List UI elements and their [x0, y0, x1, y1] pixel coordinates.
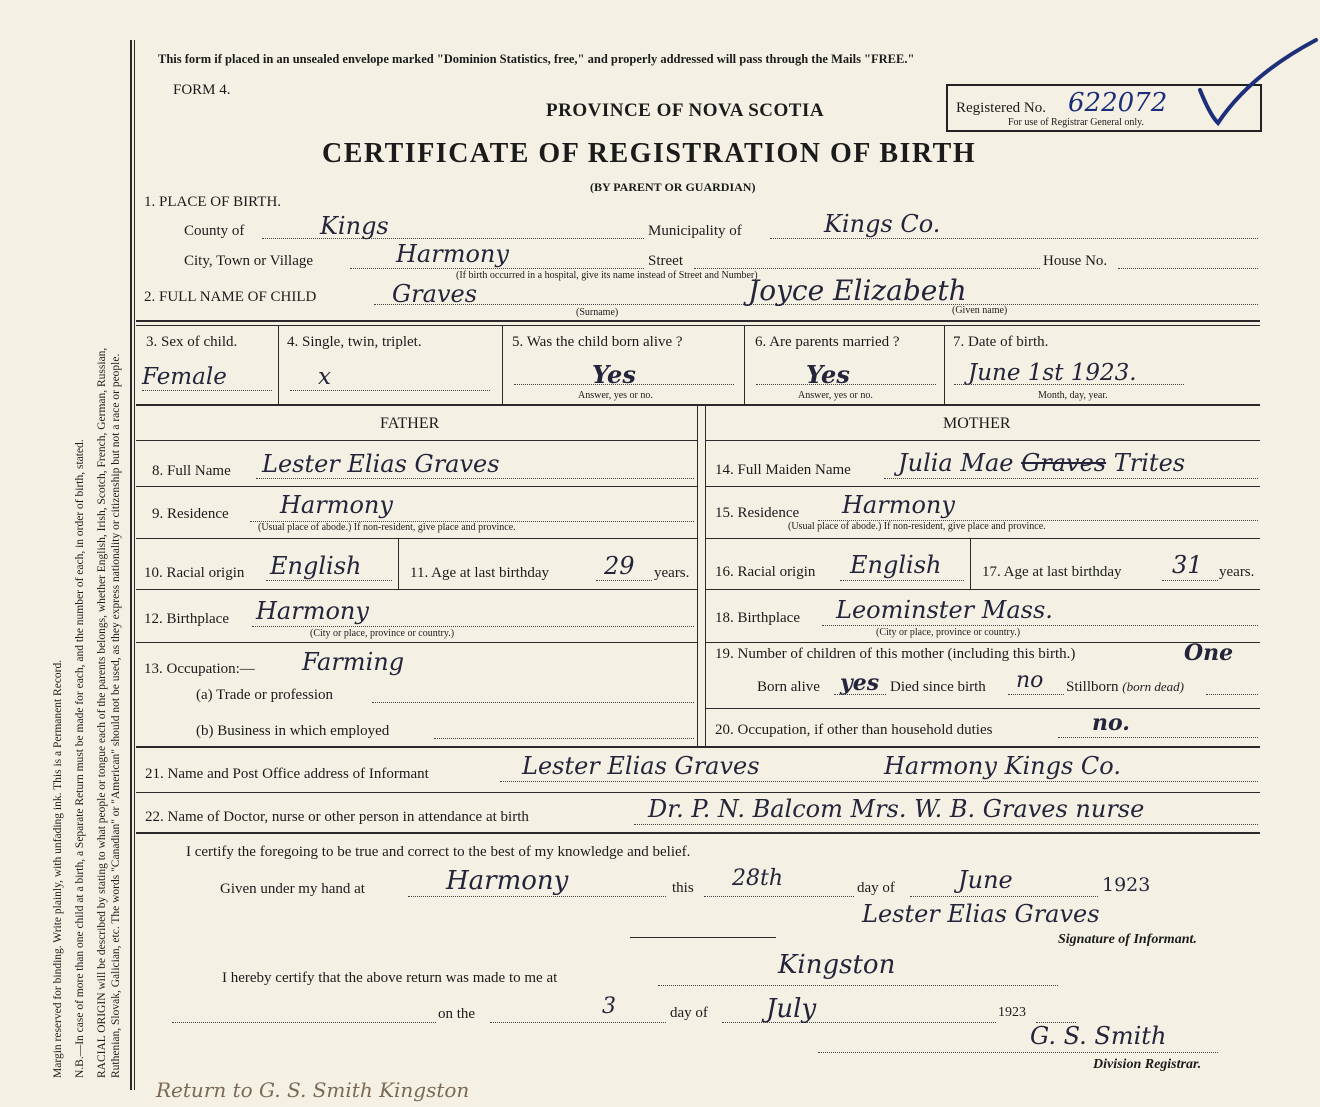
mother-occupation-value: no. — [1092, 710, 1130, 736]
informant-label: 21. Name and Post Office address of Informant — [145, 766, 429, 782]
city-value: Harmony — [396, 240, 509, 268]
this-label: this — [672, 880, 694, 896]
dob-caption: Month, day, year. — [1038, 390, 1108, 401]
registrar-caption: Division Registrar. — [1093, 1057, 1202, 1072]
single-twin-label: 4. Single, twin, triplet. — [287, 334, 422, 350]
checkmark-icon — [1190, 35, 1320, 135]
doctor-label: 22. Name of Doctor, nurse or other person in attendance at birth — [145, 809, 529, 825]
street-label: Street — [648, 253, 683, 269]
certify-statement: I certify the foregoing to be true and correct to the best of my knowledge and belief. — [186, 844, 691, 860]
return-year: 1923 — [998, 1005, 1026, 1020]
municipality-label: Municipality of — [648, 223, 742, 239]
given-year: 1923 — [1102, 874, 1151, 896]
mother-birthplace-label: 18. Birthplace — [715, 610, 800, 626]
born-alive-count-value: yes — [840, 670, 880, 696]
father-occupation-label: 13. Occupation:— — [144, 661, 255, 677]
day-of-label: day of — [857, 880, 895, 896]
mother-heading: MOTHER — [943, 415, 1011, 432]
mother-race-value: English — [850, 551, 942, 579]
mail-notice: This form if placed in an unsealed envelope marked "Dominion Statistics, free," and properly addressed will pass through the Mails "FREE." — [158, 52, 915, 66]
stillborn-note: (born dead) — [1122, 679, 1185, 694]
mother-birthplace-caption: (City or place, province or country.) — [876, 627, 1021, 638]
child-given-name: Joyce Elizabeth — [748, 274, 967, 307]
mother-residence-label: 15. Residence — [715, 505, 800, 521]
father-race-label: 10. Racial origin — [144, 565, 245, 581]
sex-value: Female — [142, 364, 227, 390]
father-age-label: 11. Age at last birthday — [410, 565, 549, 581]
binding-rule — [130, 40, 132, 1090]
mother-struck-surname: Graves — [1021, 449, 1107, 477]
margin-note-racial-2: Ruthenian, Slovak, Galician, etc. The words "Canadian" or "American" should not be used, as they express nationality or citizenship but not a race or people. — [110, 353, 122, 1078]
place-heading: 1. PLACE OF BIRTH. — [144, 194, 282, 210]
return-note: Return to G. S. Smith Kingston — [156, 1078, 470, 1102]
mother-surname: Trites — [1113, 449, 1186, 477]
mother-given-names: Julia Mae — [898, 449, 1014, 477]
margin-note-nb: N.B.—In case of more than one child at a birth, a Separate Return must be made for each, and the number of each, in order of birth, stated. — [74, 439, 86, 1078]
father-residence-caption: (Usual place of abode.) If non-resident, give place and province. — [258, 522, 516, 533]
given-under-label: Given under my hand at — [220, 881, 365, 897]
return-place: Kingston — [778, 950, 896, 980]
father-birthplace-caption: (City or place, province or country.) — [310, 628, 455, 639]
sex-label: 3. Sex of child. — [146, 334, 238, 350]
signature-caption: Signature of Informant. — [1058, 932, 1197, 947]
mother-years: years. — [1219, 564, 1255, 580]
registered-label: Registered No. — [956, 100, 1046, 116]
certificate-title: CERTIFICATE OF REGISTRATION OF BIRTH — [322, 138, 977, 169]
mother-age-label: 17. Age at last birthday — [982, 564, 1122, 580]
parents-married-value: Yes — [806, 360, 850, 389]
margin-note-binding: Margin reserved for binding. Write plainly, with unfading ink. This is a Permanent Record. — [52, 659, 64, 1078]
county-label: County of — [184, 223, 245, 239]
dob-label: 7. Date of birth. — [953, 334, 1049, 350]
house-label: House No. — [1043, 253, 1108, 269]
father-age-value: 29 — [604, 552, 635, 580]
died-value: no — [1016, 668, 1044, 693]
mother-race-label: 16. Racial origin — [715, 564, 816, 580]
given-month: June — [958, 866, 1013, 894]
father-birthplace-value: Harmony — [256, 597, 369, 625]
mother-name-value — [898, 449, 1185, 477]
given-name-caption: (Given name) — [952, 305, 1008, 316]
trade-label: (a) Trade or profession — [196, 687, 334, 703]
born-alive-label: 5. Was the child born alive ? — [512, 334, 683, 350]
registrar-signature: G. S. Smith — [1030, 1022, 1167, 1050]
children-count-label: 19. Number of children of this mother (including this birth.) — [715, 646, 1076, 662]
born-alive-value: Yes — [592, 360, 636, 389]
mother-residence-caption: (Usual place of abode.) If non-resident, give place and province. — [788, 521, 1046, 532]
born-alive-caption: Answer, yes or no. — [578, 390, 653, 401]
mother-residence-value: Harmony — [842, 491, 955, 519]
informant-address: Harmony Kings Co. — [884, 752, 1121, 780]
given-day: 28th — [732, 866, 784, 891]
mother-age-value: 31 — [1172, 551, 1203, 579]
parents-married-label: 6. Are parents married ? — [755, 334, 900, 350]
father-occupation-value: Farming — [302, 648, 405, 676]
father-residence-label: 9. Residence — [152, 506, 229, 522]
county-value: Kings — [320, 212, 389, 240]
certificate-subtitle: (BY PARENT OR GUARDIAN) — [590, 180, 756, 194]
given-place: Harmony — [446, 866, 569, 896]
mother-birthplace-value: Leominster Mass. — [836, 596, 1053, 624]
father-residence-value: Harmony — [280, 491, 393, 519]
hospital-note: (If birth occurred in a hospital, give its name instead of Street and Number) — [456, 270, 758, 281]
return-day: 3 — [602, 994, 616, 1019]
born-alive-count-label: Born alive — [757, 679, 820, 695]
child-surname: Graves — [392, 280, 478, 308]
registered-number: 622072 — [1068, 88, 1168, 118]
mother-name-label: 14. Full Maiden Name — [715, 462, 851, 478]
father-heading: FATHER — [380, 415, 440, 432]
child-name-label: 2. FULL NAME OF CHILD — [144, 289, 317, 305]
informant-name: Lester Elias Graves — [522, 752, 760, 780]
father-birthplace-label: 12. Birthplace — [144, 611, 229, 627]
municipality-value: Kings Co. — [824, 210, 941, 238]
parents-married-caption: Answer, yes or no. — [798, 390, 873, 401]
single-twin-value: x — [318, 364, 331, 390]
return-label: I hereby certify that the above return was made to me at — [222, 970, 558, 986]
city-label: City, Town or Village — [184, 253, 314, 269]
doctor-value: Dr. P. N. Balcom Mrs. W. B. Graves nurse — [648, 795, 1145, 823]
business-label: (b) Business in which employed — [196, 723, 390, 739]
father-years: years. — [654, 565, 690, 581]
margin-note-racial-1: RACIAL ORIGIN will be described by stating to what people or tongue each of the parents belongs, whether English, Irish, Scotch, French, German, Russian, — [96, 347, 108, 1078]
stillborn-label — [1066, 679, 1184, 696]
surname-caption: (Surname) — [576, 307, 619, 318]
mother-occupation-label: 20. Occupation, if other than household duties — [715, 722, 993, 738]
father-race-value: English — [270, 552, 362, 580]
stillborn-text: Stillborn — [1066, 679, 1119, 695]
on-the-label: on the — [438, 1006, 476, 1022]
dob-value: June 1st 1923. — [968, 360, 1137, 386]
form-number: FORM 4. — [173, 82, 231, 98]
province-heading: PROVINCE OF NOVA SCOTIA — [546, 100, 825, 121]
father-name-label: 8. Full Name — [152, 463, 231, 479]
return-month: July — [766, 994, 817, 1024]
registrar-note: For use of Registrar General only. — [1008, 117, 1144, 128]
children-count-value: One — [1184, 640, 1234, 666]
died-label: Died since birth — [890, 679, 986, 695]
return-day-of-label: day of — [670, 1005, 708, 1021]
father-name-value: Lester Elias Graves — [262, 450, 500, 478]
informant-signature: Lester Elias Graves — [862, 900, 1100, 928]
